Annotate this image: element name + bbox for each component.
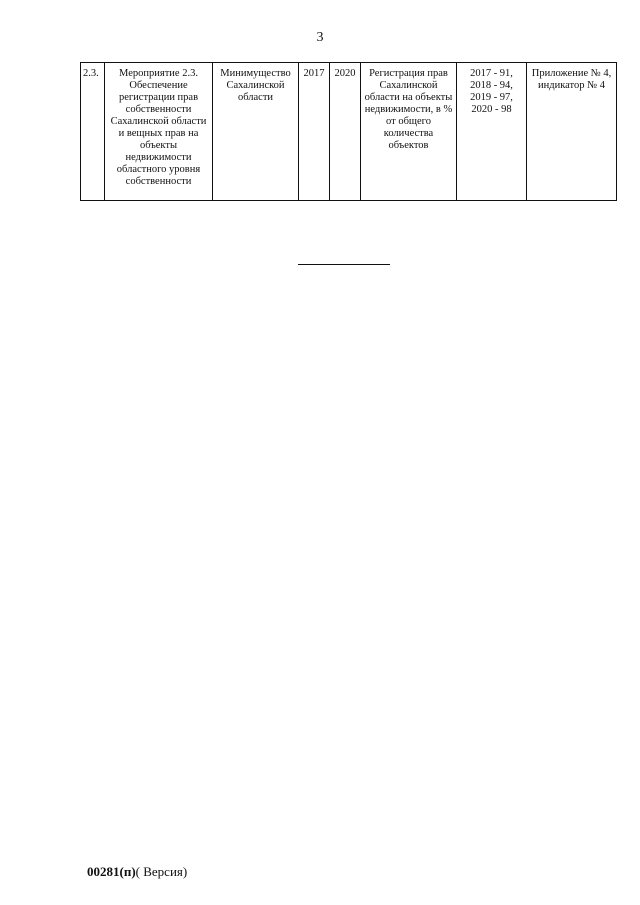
end-year-cell: 2020: [330, 63, 361, 201]
executor-cell: Минимущество Сахалинской области: [213, 63, 299, 201]
values-cell: 2017 - 91, 2018 - 94, 2019 - 97, 2020 - 98: [457, 63, 527, 201]
row-number: 2.3.: [81, 63, 105, 201]
link-cell: Приложение № 4, индикатор № 4: [527, 63, 617, 201]
result-cell: Регистрация прав Сахалинской области на объекты недвижимости, в % от общего количества объектов: [361, 63, 457, 201]
program-table: [80, 62, 617, 201]
version-label: ( Версия): [135, 864, 188, 879]
table-row: [81, 63, 617, 201]
activity-cell: Мероприятие 2.3. Обеспечение регистрации прав собственности Сахалинской области и вещных прав на объекты недвижимости областного уровня собственности: [105, 63, 213, 201]
page-number: 3: [316, 30, 324, 45]
separator-line: [298, 264, 390, 265]
footer-code: [87, 864, 187, 880]
start-year-cell: 2017: [299, 63, 330, 201]
document-code: 00281(п): [87, 864, 136, 879]
